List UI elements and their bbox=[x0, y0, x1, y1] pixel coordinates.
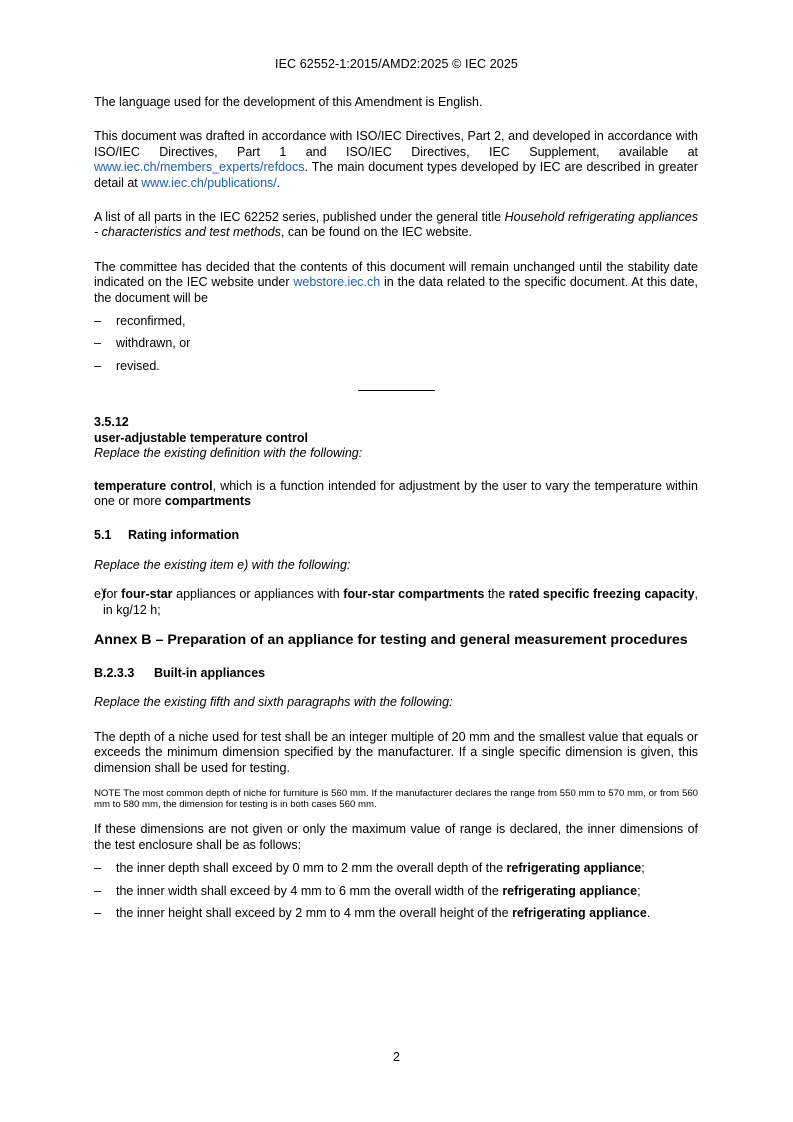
document-header: IEC 62552-1:2015/AMD2:2025 © IEC 2025 bbox=[275, 57, 518, 71]
stability-paragraph: The committee has decided that the contents of this document will remain unchanged until the stability date indicated on the IEC website under webstore.iec.ch in the data related to the specific document. At this date, the document will be bbox=[94, 259, 698, 305]
instruction-text: Replace the existing fifth and sixth paragraphs with the following: bbox=[94, 695, 453, 710]
series-paragraph: A list of all parts in the IEC 62252 series, published under the general title Household refrigerating appliances - characteristics and test methods, can be found on the IEC website. bbox=[94, 210, 698, 240]
instruction-text: Replace the existing item e) with the following: bbox=[94, 557, 351, 572]
list-item: – the inner width shall exceed by 4 mm to 6 mm the overall width of the refrigerating appliance; bbox=[94, 883, 641, 898]
term-title: user-adjustable temperature control bbox=[94, 430, 308, 445]
list-item: – the inner depth shall exceed by 0 mm to 2 mm the overall depth of the refrigerating appliance; bbox=[94, 861, 645, 876]
instruction-text: Replace the existing definition with the following: bbox=[94, 446, 363, 461]
status-list bbox=[94, 314, 698, 374]
section-heading: 5.1 Rating information bbox=[94, 528, 240, 543]
separator-rule bbox=[358, 390, 435, 391]
list-item: – withdrawn, or bbox=[94, 336, 191, 351]
list-item: e) for four-star appliances or appliances with four-star compartments the rated specific freezing capacity, in kg/12 h; bbox=[94, 587, 698, 617]
publications-link[interactable]: www.iec.ch/publications/ bbox=[141, 175, 277, 190]
dimensions-list bbox=[94, 861, 698, 921]
annex-title: Annex B – Preparation of an appliance for testing and general measurement procedures bbox=[94, 631, 688, 648]
language-statement: The language used for the development of this Amendment is English. bbox=[94, 95, 483, 109]
clause-number: 3.5.12 bbox=[94, 415, 129, 430]
section-heading: B.2.3.3 Built-in appliances bbox=[94, 665, 266, 680]
definition-paragraph: temperature control, which is a function intended for adjustment by the user to vary the temperature within one or more compartments bbox=[94, 478, 698, 508]
list-item: – the inner height shall exceed by 2 mm to 4 mm the overall height of the refrigerating appliance. bbox=[94, 906, 651, 920]
dimensions-paragraph: If these dimensions are not given or only the maximum value of range is declared, the inner dimensions of the test enclosure shall be as follows: bbox=[94, 822, 698, 852]
note-text: NOTE The most common depth of niche for furniture is 560 mm. If the manufacturer declares the range from 550 mm to 570 mm, or from 560 mm to 580 mm, the dimension for testing is in both cases 560 mm. bbox=[94, 787, 698, 811]
list-item: – reconfirmed, bbox=[94, 314, 186, 329]
page-number: 2 bbox=[393, 1050, 400, 1064]
directives-paragraph: This document was drafted in accordance with ISO/IEC Directives, Part 2, and developed in accordance with ISO/IEC Directives, Part 1 and ISO/IEC Directives, IEC Supplement, available at www.iec.ch/members_experts/refdocs. The main document types developed by IEC are described in greater detail at www.iec.ch/publications/. bbox=[94, 129, 698, 190]
niche-paragraph: The depth of a niche used for test shall be an integer multiple of 20 mm and the smallest value that equals or exceeds the minimum dimension specified by the manufacturer. If a single specific dimension is given, this dimension shall be used for testing. bbox=[94, 729, 698, 775]
refdocs-link[interactable]: www.iec.ch/members_experts/refdocs bbox=[94, 160, 305, 175]
webstore-link[interactable]: webstore.iec.ch bbox=[293, 275, 381, 290]
list-item: – revised. bbox=[94, 358, 160, 373]
document-body bbox=[94, 95, 698, 921]
